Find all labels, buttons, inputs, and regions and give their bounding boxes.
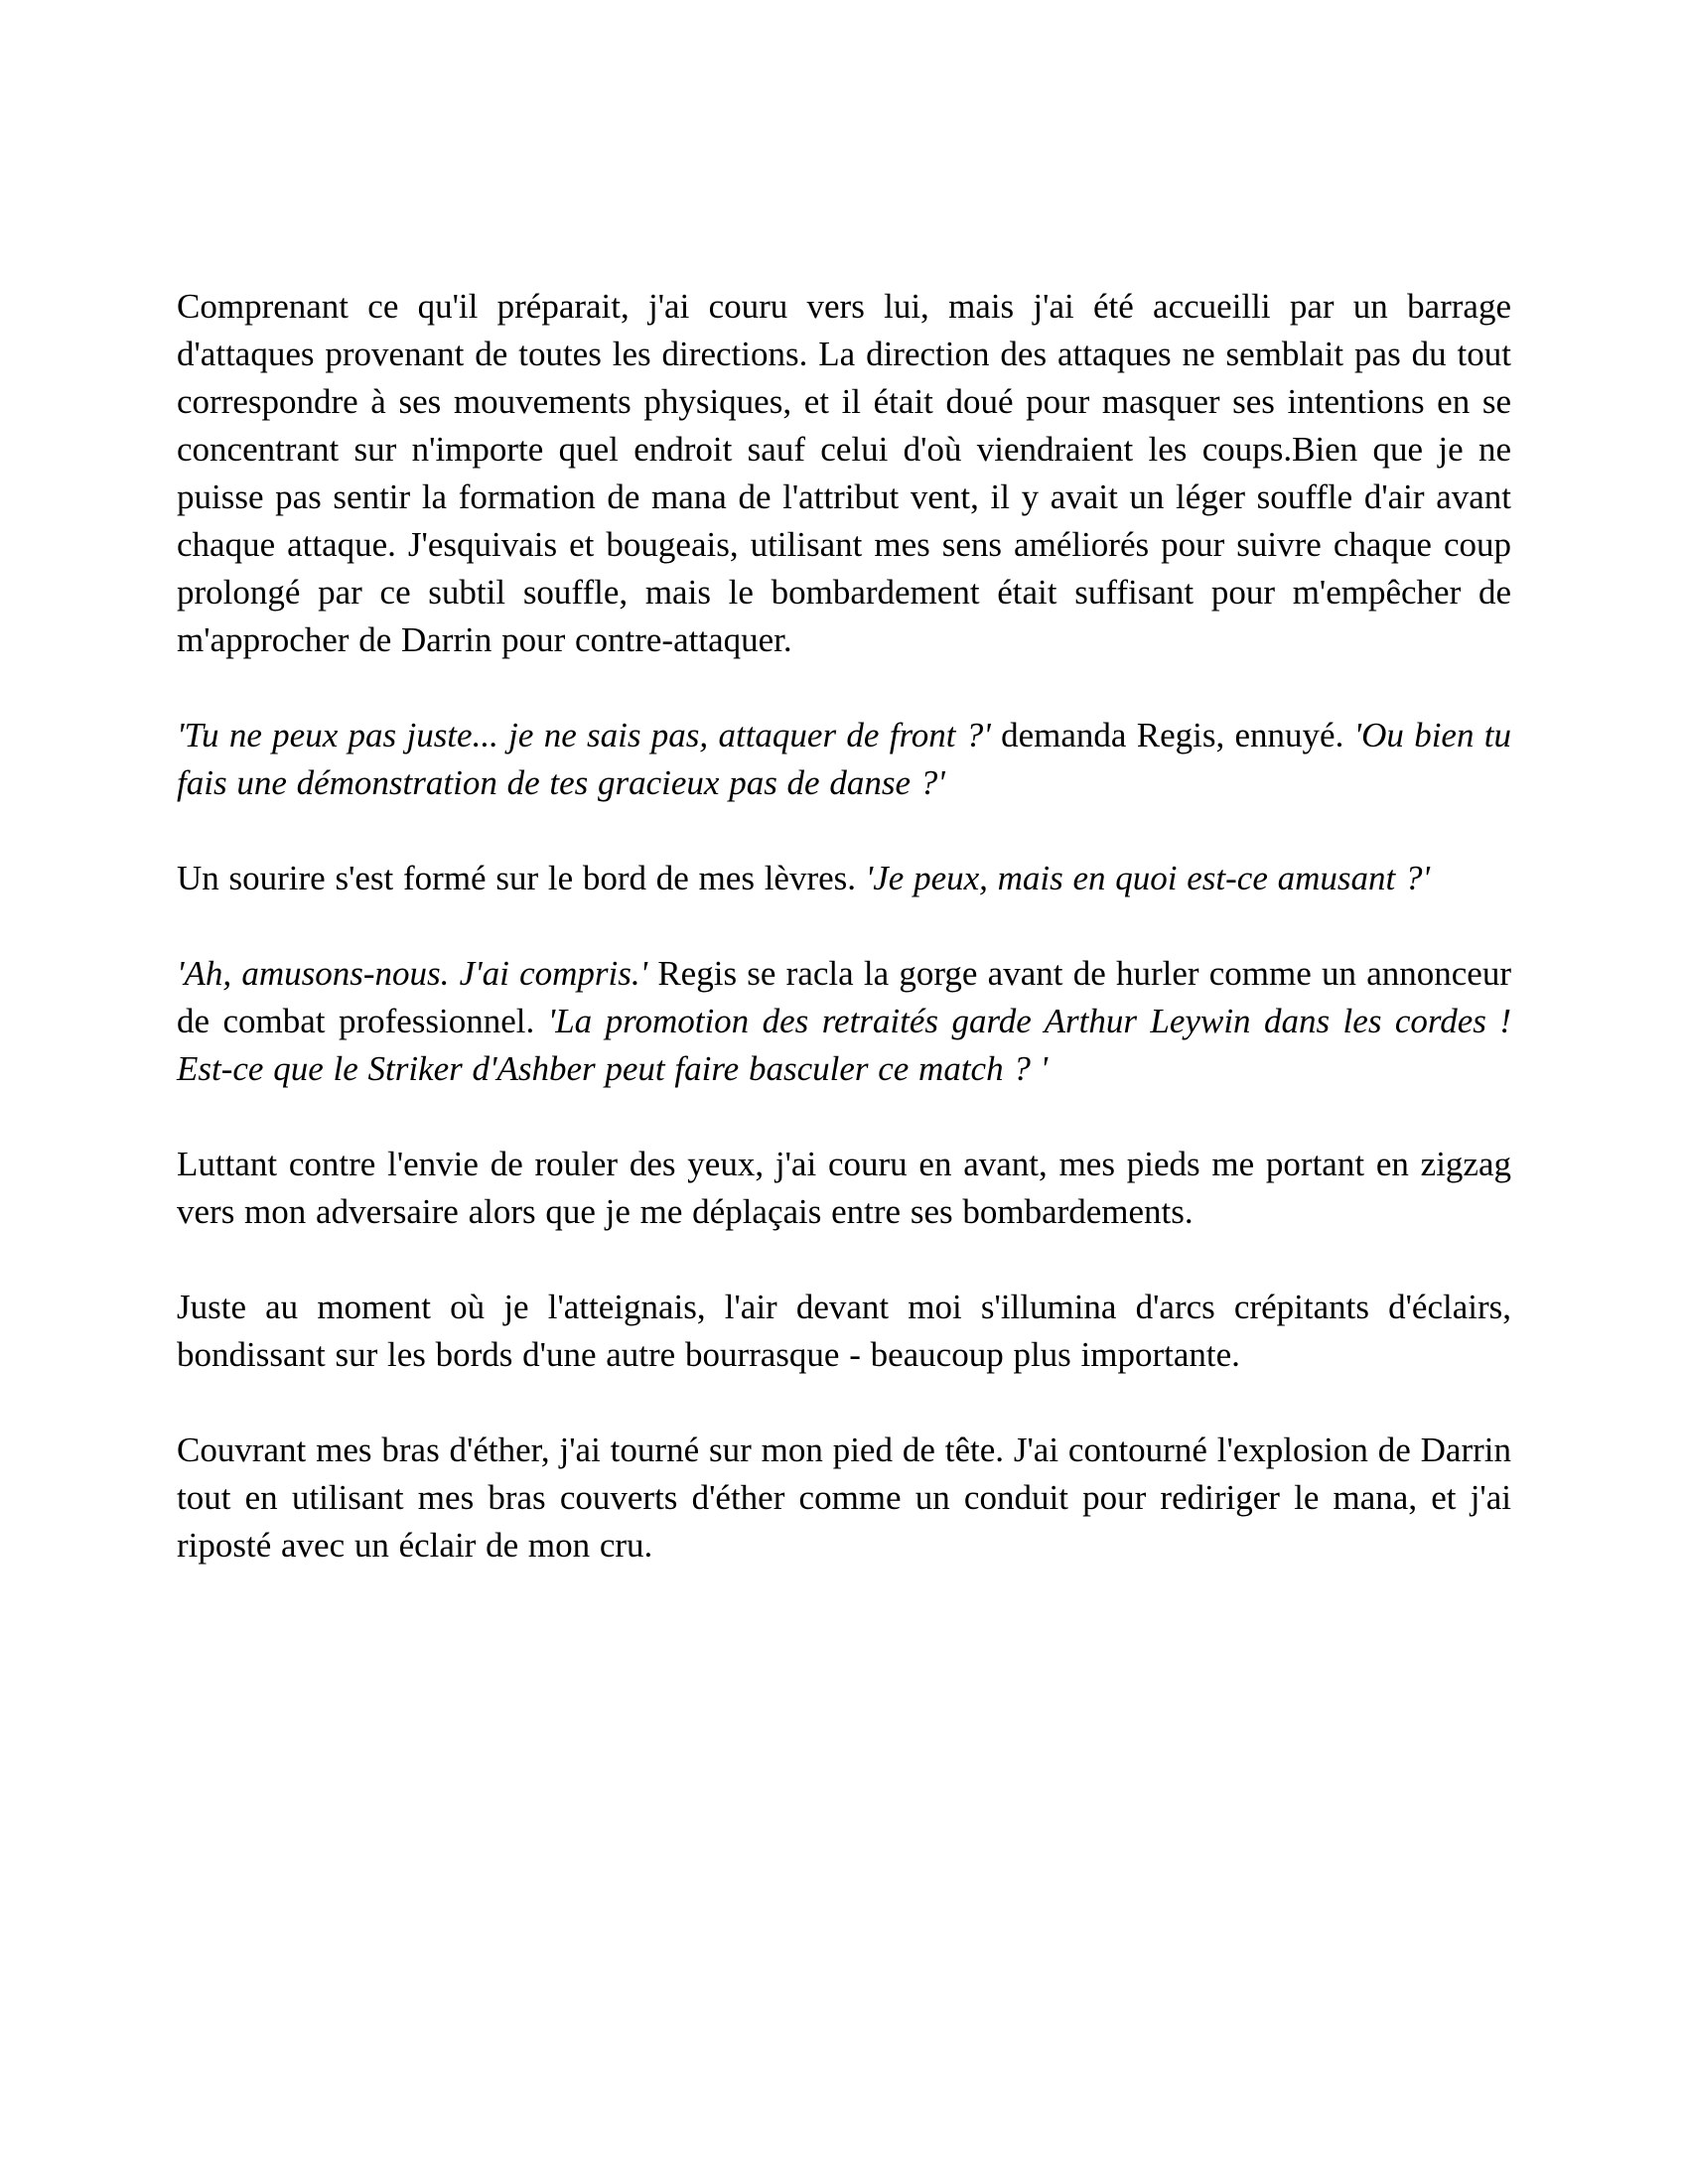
paragraph-dialogue-3 <box>177 950 1521 1093</box>
paragraph-narration-4 <box>177 1427 1521 1570</box>
text-content <box>177 283 1521 1570</box>
paragraph-dialogue-1 <box>177 712 1521 807</box>
narration-text: Luttant contre l'envie de rouler des yeux, j'ai couru en avant, mes pieds me portant en zigzag vers mon adversaire alors que je me déplaçais entre ses bombardements. <box>177 1145 1521 1231</box>
paragraph-dialogue-2 <box>177 855 1511 902</box>
dialogue-quote: 'Ah, amusons-nous. J'ai compris.' <box>177 954 648 993</box>
narration-text: Juste au moment où je l'atteignais, l'air devant moi s'illumina d'arcs crépitants d'éclairs, bondissant sur les bords d'une autre bourrasque - beaucoup plus importante. <box>177 1288 1521 1374</box>
dialogue-quote: 'Tu ne peux pas juste... je ne sais pas, attaquer de front ?' <box>177 716 991 754</box>
narration-text: Couvrant mes bras d'éther, j'ai tourné sur mon pied de tête. J'ai contourné l'explosion de Darrin tout en utilisant mes bras couverts d'éther comme un conduit pour rediriger le mana, et j'ai riposté avec un éclair de mon cru. <box>177 1431 1521 1565</box>
dialogue-quote: 'Ou bien tu fais une démonstration de tes gracieux pas de danse ?' <box>177 716 1521 802</box>
paragraph-narration-2 <box>177 1141 1521 1236</box>
narration-text: Un sourire s'est formé sur le bord de mes lèvres. <box>177 859 866 897</box>
dialogue-quote: 'Je peux, mais en quoi est-ce amusant ?' <box>865 859 1430 897</box>
dialogue-attribution: Regis se racla la gorge avant de hurler comme un annonceur de combat professionnel. <box>177 954 1521 1040</box>
narration-text: Comprenant ce qu'il préparait, j'ai couru vers lui, mais j'ai été accueilli par un barrage d'attaques provenant de toutes les directions. La direction des attaques ne semblait pas du tout correspondre à ses mouvements physiques, et il était doué pour masquer ses intentions en se concentrant sur n'importe quel endroit sauf celui d'où viendraient les coups.Bien que je ne puisse pas sentir la formation de mana de l'attribut vent, il y avait un léger souffle d'air avant chaque attaque. J'esquivais et bougeais, utilisant mes sens améliorés pour suivre chaque coup prolongé par ce subtil souffle, mais le bombardement était suffisant pour m'empêcher de m'approcher de Darrin pour contre-attaquer. <box>177 287 1521 659</box>
paragraph-narration-3 <box>177 1284 1521 1379</box>
paragraph-narration-1 <box>177 283 1521 664</box>
dialogue-attribution: demanda Regis, ennuyé. <box>990 716 1354 754</box>
dialogue-quote: 'La promotion des retraités garde Arthur Leywin dans les cordes ! Est-ce que le Striker d'Ashber peut faire basculer ce match ? ' <box>177 1002 1521 1088</box>
